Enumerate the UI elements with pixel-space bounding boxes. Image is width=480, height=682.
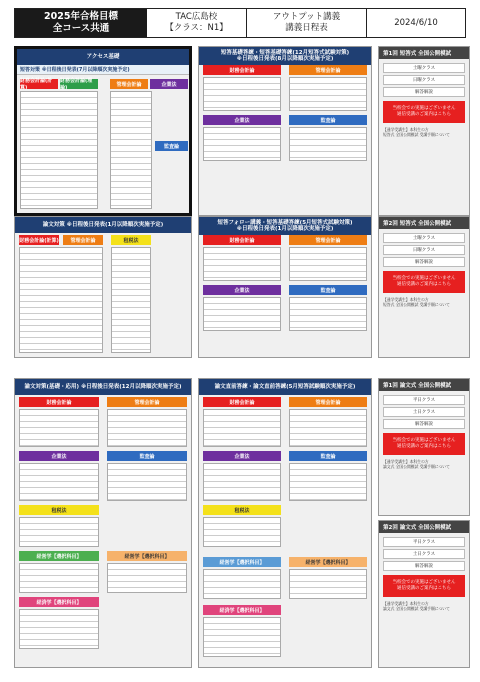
mock-exam-1-class2: 日曜クラス — [383, 245, 465, 255]
panel-ronbun-kiso — [14, 378, 192, 668]
p6-keiei-right: 経営学【選択科目】 — [289, 557, 367, 567]
mock-exam-0-class2: 日曜クラス — [383, 75, 465, 85]
panel-ronbun-chokuzen — [198, 378, 372, 668]
mock-exam-0-title: 第1回 短答式 全国公開模試 — [379, 47, 469, 59]
mock-exam-3-class2: 土日クラス — [383, 549, 465, 559]
p6-kigyo: 企業法 — [203, 451, 281, 461]
p2-kigyo: 企業法 — [203, 115, 281, 125]
mock-exam-1-title: 第2回 短答式 全国公開模試 — [379, 217, 469, 229]
mock-exam-2-class1: 平日クラス — [383, 395, 465, 405]
mock-exam-2-note2[interactable]: 論文式 全国公開模試 受講手順について — [383, 464, 450, 469]
p6-keizai: 経済学【選択科目】 — [203, 605, 281, 615]
p5-kansa: 監査論 — [107, 451, 187, 461]
mock-exam-1-note1: 【通学受講生】本科生の方 — [383, 297, 429, 302]
header-date: 2024/6/10 — [394, 18, 438, 28]
p6-kanri: 管理会計論 — [289, 397, 367, 407]
p5-kigyo: 企業法 — [19, 451, 99, 461]
mock-exam-0-note1: 【通学受講生】本科生の方 — [383, 127, 429, 132]
p5-sozei: 租税法 — [19, 505, 99, 515]
p4-kigyo: 企業法 — [203, 285, 281, 295]
p1-side-kansa: 監査論 — [155, 141, 188, 151]
mock-exam-2-note1: 【通学受講生】本科生の方 — [383, 459, 429, 464]
p1-grid-left — [20, 91, 98, 209]
title-block — [15, 9, 147, 37]
mock-exam-2 — [378, 378, 470, 516]
p2-title: 短答基礎答練・短答基礎答練(12月短答式試験対策) — [220, 50, 350, 56]
mock-exam-3-note1: 【通学受講生】本科生の方 — [383, 601, 429, 606]
p6-keiei: 経営学【選択科目】 — [203, 557, 281, 567]
p5-keizai: 経済学【選択科目】 — [19, 597, 99, 607]
title-line2: 全コース共通 — [52, 23, 110, 34]
panel-ronbun — [14, 216, 192, 358]
mock-exam-1-class1: 土曜クラス — [383, 233, 465, 243]
mock-exam-3-class1: 平日クラス — [383, 537, 465, 547]
p1-head-1: 財務会計論(理論) — [60, 79, 98, 89]
mock-exam-3 — [378, 520, 470, 668]
p1-head-2: 管理会計論 — [110, 79, 148, 89]
panel-tanto-follow — [198, 216, 372, 358]
p3-head-0: 財務会計論(計算) — [19, 235, 59, 245]
mock-exam-2-link[interactable]: 通信受講のご案内はこちら — [397, 444, 451, 449]
p5-title: 論文対策(基礎・応用) ※日程後日発表(12月以降順次実施予定) — [15, 379, 191, 395]
mock-exam-3-title: 第2回 論文式 全国公開模試 — [379, 521, 469, 533]
title-line1: 2025年合格目標 — [44, 11, 118, 22]
panel-access-subtitle: 短答対策 ※日程後日発表(7月以降順次実施予定) — [17, 65, 189, 75]
p6-zaimu: 財務会計論 — [203, 397, 281, 407]
mock-exam-3-link[interactable]: 通信受講のご案内はこちら — [397, 586, 451, 591]
mock-exam-1-notice: 当校会での実施はございません 通信受講のご案内はこちら — [383, 271, 465, 293]
mock-exam-2-answer: 解答解説 — [383, 419, 465, 429]
p4-kansa: 監査論 — [289, 285, 367, 295]
p6-sozei: 租税法 — [203, 505, 281, 515]
panel-access-title: アクセス基礎 — [17, 49, 189, 65]
p4-title: 短答フォロー講義・短答基礎答練(5月短答式試験対策) — [217, 220, 353, 226]
panel-tanto-kiso — [198, 46, 372, 216]
panel-access — [14, 46, 192, 216]
p1-head-3: 企業法 — [150, 79, 188, 89]
p5-keiei: 経営学【選択科目】 — [19, 551, 99, 561]
school-line1: TAC広島校 — [175, 12, 218, 22]
p6-title: 論文直前答練・論文直前答練(5月短答試験順次実施予定) — [199, 379, 371, 395]
mock-exam-0-note2[interactable]: 短答式 全国公開模試 受講手順について — [383, 132, 450, 137]
p1-head-0: 財務会計論(計算) — [20, 79, 58, 89]
mock-exam-1-link[interactable]: 通信受講のご案内はこちら — [397, 282, 451, 287]
p4-subtitle: ※日程後日発表(1月以降順次実施予定) — [236, 226, 334, 232]
mock-exam-1 — [378, 216, 470, 358]
p6-kansa: 監査論 — [289, 451, 367, 461]
mock-exam-1-answer: 解答解説 — [383, 257, 465, 267]
course-line1: アウトプット講義 — [272, 12, 341, 22]
p1-grid-right — [110, 91, 152, 209]
p2-zaimu: 財務会計論 — [203, 65, 281, 75]
p5-keizai-right: 経営学【選択科目】 — [107, 551, 187, 561]
mock-exam-2-title: 第1回 論文式 全国公開模試 — [379, 379, 469, 391]
p4-zaimu: 財務会計論 — [203, 235, 281, 245]
p2-kansa: 監査論 — [289, 115, 367, 125]
school-block — [147, 9, 247, 37]
school-line2: 【クラス：N1】 — [165, 23, 228, 33]
header — [14, 8, 466, 38]
p5-zaimu: 財務会計論 — [19, 397, 99, 407]
mock-exam-1-note2[interactable]: 短答式 全国公開模試 受講手順について — [383, 302, 450, 307]
p3-title: 論文対策 ※日程後日発表(1月以降順次実施予定) — [15, 217, 191, 233]
mock-exam-2-class2: 土日クラス — [383, 407, 465, 417]
course-block — [247, 9, 367, 37]
p3-head-1: 管理会計論 — [63, 235, 103, 245]
mock-exam-0-link[interactable]: 通信受講のご案内はこちら — [397, 112, 451, 117]
p3-head-2: 租税法 — [111, 235, 151, 245]
mock-exam-3-note2[interactable]: 論文式 全国公開模試 受講手順について — [383, 606, 450, 611]
mock-exam-2-notice: 当校会での実施はございません 通信受講のご案内はこちら — [383, 433, 465, 455]
mock-exam-0-class1: 土曜クラス — [383, 63, 465, 73]
p2-subtitle: ※日程後日発表(8月以降順次実施予定) — [236, 56, 334, 62]
p2-kanri: 管理会計論 — [289, 65, 367, 75]
mock-exam-0 — [378, 46, 470, 216]
course-line2: 講義日程表 — [285, 23, 328, 33]
p5-kanri: 管理会計論 — [107, 397, 187, 407]
mock-exam-3-notice: 当校会での実施はございません 通信受講のご案内はこちら — [383, 575, 465, 597]
mock-exam-0-answer: 解答解説 — [383, 87, 465, 97]
mock-exam-3-answer: 解答解説 — [383, 561, 465, 571]
mock-exam-0-notice: 当校会での実施はございません 通信受講のご案内はこちら — [383, 101, 465, 123]
p4-kanri: 管理会計論 — [289, 235, 367, 245]
